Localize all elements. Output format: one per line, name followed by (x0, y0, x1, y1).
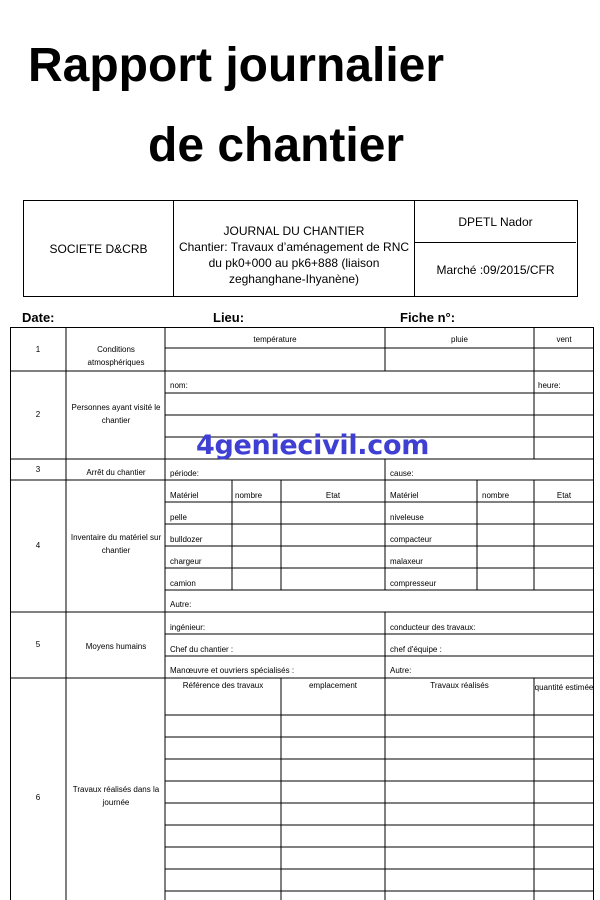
journal-title: JOURNAL DU CHANTIER (223, 224, 365, 238)
emplacement-header: emplacement (308, 681, 358, 690)
periode-label: période: (170, 469, 199, 478)
temperature-header: température (253, 335, 297, 344)
fiche-field-label[interactable]: Fiche n°: (400, 310, 456, 325)
document-header (23, 200, 578, 297)
section-3-number: 3 (35, 465, 41, 474)
section-5-number: 5 (35, 640, 41, 649)
date-field-label[interactable]: Date: (22, 310, 55, 325)
nombre-header-left: nombre (235, 491, 263, 500)
pluie-header: pluie (451, 335, 468, 344)
watermark-text: 4geniecivil.com (196, 430, 430, 461)
journal-block (174, 201, 415, 296)
materiel-header-right: Matériel (390, 491, 419, 500)
reference-header: Référence des travaux (182, 681, 264, 690)
equipment-item: pelle (170, 513, 187, 522)
equipment-item: bulldozer (170, 535, 203, 544)
autre-equipment-label: Autre: (170, 600, 192, 609)
section-6-label: Travaux réalisés dans la journée (72, 785, 160, 807)
conducteur-label: conducteur des travaux: (390, 623, 476, 632)
quantite-header: quantité estimée (534, 683, 594, 692)
materiel-header-left: Matériel (170, 491, 199, 500)
section-3-label: Arrêt du chantier (86, 468, 146, 477)
dpetl-label: DPETL Nador (415, 201, 576, 243)
journal-description: Chantier: Travaux d’aménagement de RNC du pk0+000 au pk6+888 (liaison zeghanghane-Ihyanène) (178, 240, 410, 286)
section-1-label: Conditions atmosphériques (87, 345, 145, 367)
chef-chantier-label: Chef du chantier : (170, 645, 234, 654)
lieu-field-label[interactable]: Lieu: (213, 310, 245, 325)
section-4-label: Inventaire du matériel sur chantier (70, 533, 162, 555)
page-title-line1: Rapport journalier (28, 39, 445, 92)
equipment-item: compresseur (390, 579, 437, 588)
equipment-item: chargeur (170, 557, 202, 566)
section-4-number: 4 (35, 541, 41, 550)
equipment-item: camion (170, 579, 196, 588)
section-2-number: 2 (35, 410, 41, 419)
nom-label: nom: (170, 381, 188, 390)
equipment-item: niveleuse (390, 513, 424, 522)
daily-report-table (10, 327, 594, 900)
page-title-line2: de chantier (148, 119, 405, 172)
heure-label: heure: (538, 381, 561, 390)
section-1-number: 1 (35, 345, 41, 354)
autre-personnel-label: Autre: (390, 666, 412, 675)
company-name: SOCIETE D&CRB (24, 201, 174, 296)
ingenieur-label: ingénieur: (170, 623, 206, 632)
chef-equipe-label: chef d'équipe : (390, 645, 442, 654)
etat-header-right: Etat (556, 491, 572, 500)
manoeuvre-label: Manœuvre et ouvriers spécialisés : (170, 666, 295, 675)
equipment-item: malaxeur (390, 557, 423, 566)
etat-header-left: Etat (325, 491, 341, 500)
section-5-label: Moyens humains (85, 642, 147, 651)
travaux-header: Travaux réalisés (430, 681, 489, 690)
section-2-label: Personnes ayant visité le chantier (71, 403, 161, 425)
equipment-item: compacteur (390, 535, 432, 544)
vent-header: vent (556, 335, 572, 344)
section-6-number: 6 (35, 793, 41, 802)
nombre-header-right: nombre (482, 491, 510, 500)
cause-label: cause: (390, 469, 414, 478)
marche-label: Marché :09/2015/CFR (436, 262, 555, 277)
